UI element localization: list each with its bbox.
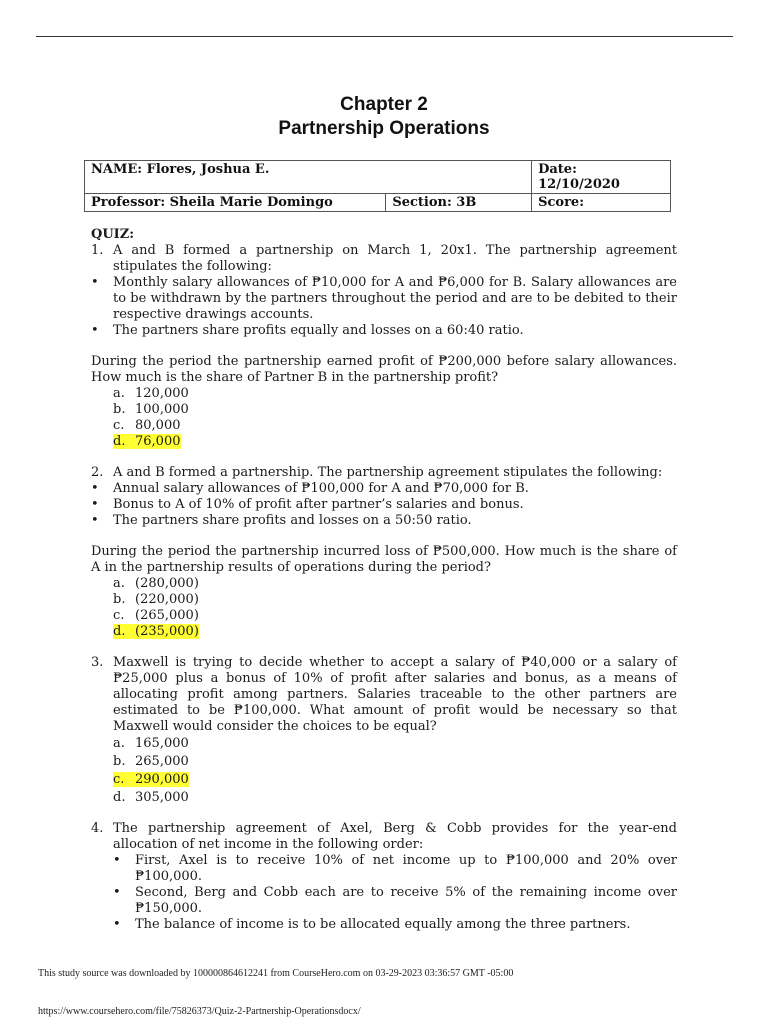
choice-d: d. 305,000	[113, 790, 189, 805]
student-info-table	[84, 160, 671, 212]
question-2-bullets	[91, 481, 677, 529]
bullet-item: • Second, Berg and Cobb each are to receive 5% of the remaining income over ₱150,000.	[113, 885, 677, 916]
score-cell: Score:	[532, 194, 671, 212]
bullet-item: • Annual salary allowances of ₱100,000 for A and ₱70,000 for B.	[91, 481, 529, 496]
bullet-item: • First, Axel is to receive 10% of net income up to ₱100,000 and 20% over ₱100,000.	[113, 853, 677, 884]
question-3-choices	[91, 735, 677, 807]
choice-b: b. 265,000	[113, 754, 189, 769]
bullet-item: • The balance of income is to be allocated equally among the three partners.	[113, 917, 631, 932]
answer-highlight: c. 290,000	[113, 772, 189, 787]
question-1-prompt: During the period the partnership earned profit of ₱200,000 before salary allowances. How much is the share of Partner B in the partnership profit?	[91, 354, 677, 385]
choice-a: a. (280,000)	[113, 576, 199, 591]
question-4	[91, 821, 677, 853]
professor-cell: Professor: Sheila Marie Domingo	[85, 194, 386, 212]
question-number: 3.	[91, 655, 104, 670]
date-label: Date:	[538, 162, 577, 177]
bullet-item: • Monthly salary allowances of ₱10,000 for A and ₱6,000 for B. Salary allowances are to be withdrawn by the partners throughout the period and are to be debited to their respective drawings accounts.	[91, 275, 677, 322]
date-cell	[532, 161, 671, 194]
question-text: A and B formed a partnership. The partnership agreement stipulates the following:	[113, 465, 663, 480]
date-value: 12/10/2020	[538, 177, 620, 192]
bullet-icon: •	[91, 497, 99, 512]
choice-c-answer	[113, 771, 677, 789]
bullet-icon: •	[91, 513, 99, 528]
bullet-icon: •	[91, 481, 99, 496]
question-3	[91, 655, 677, 735]
question-number: 1.	[91, 243, 104, 258]
bullet-icon: •	[91, 275, 99, 290]
question-text: A and B formed a partnership on March 1, 20x1. The partnership agreement stipulates the following:	[113, 243, 677, 274]
choice-a: a. 165,000	[113, 736, 189, 751]
choice-b: b. (220,000)	[113, 592, 199, 607]
choice-b: b. 100,000	[113, 402, 189, 417]
top-rule	[36, 36, 733, 37]
bullet-item: • Bonus to A of 10% of profit after partner’s salaries and bonus.	[91, 497, 524, 512]
bullet-item: • The partners share profits equally and losses on a 60:40 ratio.	[91, 323, 524, 338]
question-number: 2.	[91, 465, 104, 480]
question-text: The partnership agreement of Axel, Berg & Cobb provides for the year-end allocation of net income in the following order:	[113, 821, 677, 852]
quiz-label: QUIZ:	[91, 227, 135, 242]
chapter-heading: Chapter 2	[340, 94, 428, 115]
choice-d-answer	[113, 434, 677, 450]
question-2-choices	[91, 576, 677, 640]
answer-highlight: d. 76,000	[113, 434, 181, 449]
download-note: This study source was downloaded by 100000864612241 from CourseHero.com on 03-29-2023 03:36:57 GMT -05:00	[38, 968, 514, 979]
bullet-icon: •	[113, 885, 121, 900]
question-1	[91, 243, 677, 275]
document-header	[0, 93, 768, 141]
answer-highlight: d. (235,000)	[113, 624, 199, 639]
page-title: Partnership Operations	[278, 118, 490, 139]
question-1-bullets	[91, 275, 677, 339]
question-2	[91, 465, 677, 481]
bullet-icon: •	[113, 853, 121, 868]
question-text: Maxwell is trying to decide whether to accept a salary of ₱40,000 or a salary of ₱25,000 plus a bonus of 10% of profit after salaries and bonus, as a means of allocating profit among partners. Salaries traceable to the other partners are estimated to be ₱100,000. What amount of profit would be necessary so that Maxwell would consider the choices to be equal?	[113, 655, 677, 734]
question-2-prompt: During the period the partnership incurred loss of ₱500,000. How much is the share of A in the partnership results of operations during the period?	[91, 544, 677, 575]
choice-d-answer	[113, 624, 677, 640]
question-1-choices	[91, 386, 677, 450]
choice-c: c. 80,000	[113, 418, 181, 433]
name-cell: NAME: Flores, Joshua E.	[85, 161, 532, 194]
bullet-icon: •	[113, 917, 121, 932]
bullet-icon: •	[91, 323, 99, 338]
bullet-item: • The partners share profits and losses on a 50:50 ratio.	[91, 513, 472, 528]
choice-c: c. (265,000)	[113, 608, 199, 623]
question-4-bullets	[91, 853, 677, 933]
section-cell: Section: 3B	[386, 194, 532, 212]
source-url: https://www.coursehero.com/file/75826373/Quiz-2-Partnership-Operationsdocx/	[38, 1006, 361, 1017]
quiz-content	[91, 227, 677, 933]
question-number: 4.	[91, 821, 104, 836]
choice-a: a. 120,000	[113, 386, 189, 401]
